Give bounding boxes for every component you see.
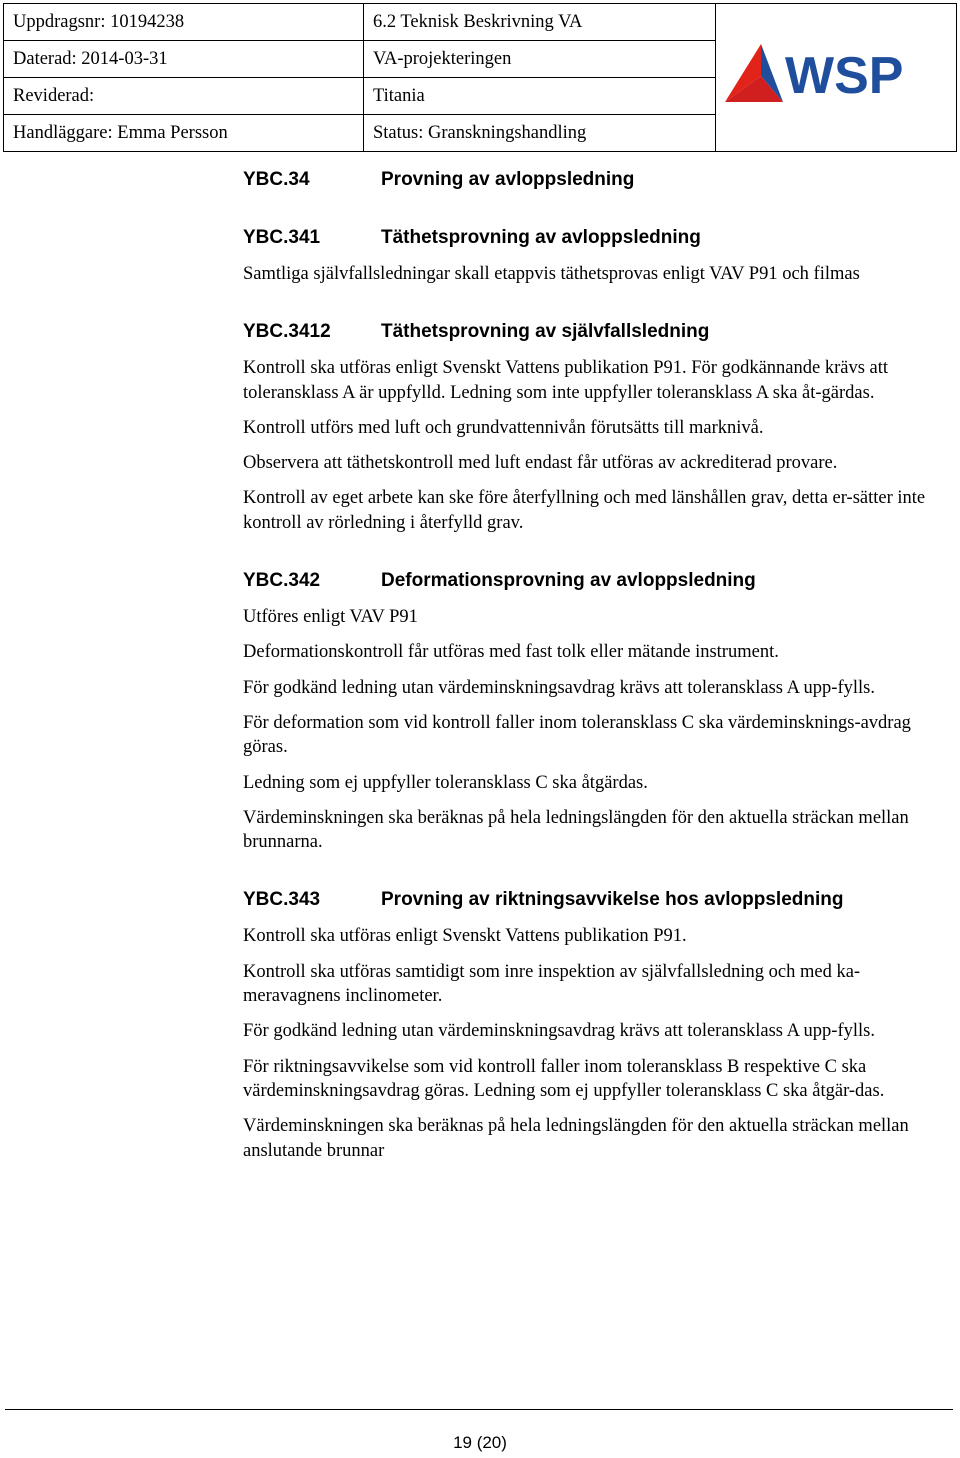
section-title: Deformationsprovning av avloppsledning — [381, 570, 756, 592]
page-number: 19 (20) — [453, 1433, 507, 1452]
wsp-logo-text: WSP — [785, 47, 904, 105]
header-document-title: 6.2 Teknisk Beskrivning VA — [364, 4, 716, 41]
paragraph: Ledning som ej uppfyller toleransklass C ska åtgärdas. — [243, 772, 648, 793]
section-number: YBC.3412 — [243, 321, 331, 343]
section-title: Täthetsprovning av avloppsledning — [381, 227, 701, 248]
paragraph: Deformationskontroll får utföras med fast tolk eller mätande instrument. — [243, 642, 779, 663]
paragraph: Observera att täthetskontroll med luft endast får utföras av ackrediterad provare. — [243, 453, 838, 474]
paragraph: Värdeminskningen ska beräknas på hela ledningslängden för den aktuella sträckan mellan brunnarna. — [243, 807, 909, 853]
paragraph: Kontroll ska utföras enligt Svenskt Vattens publikation P91. För godkännande krävs att toleransklass A är uppfylld. Ledning som inte uppfyller toleransklass A ska åt-gärdas. — [243, 358, 889, 403]
section-title: Provning av riktningsavvikelse hos avloppsledning — [381, 889, 844, 911]
section-heading-ybc34 — [243, 168, 955, 192]
paragraph: Kontroll ska utföras enligt Svenskt Vattens publikation P91. — [243, 926, 687, 947]
header-date: Daterad: 2014-03-31 — [4, 41, 364, 78]
section-heading-ybc343 — [243, 888, 955, 912]
paragraph: Kontroll utförs med luft och grundvattennivån förutsätts till marknivå. — [243, 417, 764, 438]
paragraph: Kontroll ska utföras samtidigt som inre inspektion av självfallsledning och med ka-meravagnens inclinometer. — [243, 961, 861, 1007]
section-title: Provning av avloppsledning — [381, 169, 635, 190]
header-status: Status: Granskningshandling — [364, 115, 716, 152]
section-number: YBC.342 — [243, 570, 321, 592]
header-handler: Handläggare: Emma Persson — [4, 115, 364, 152]
paragraph: Utföres enligt VAV P91 — [243, 607, 418, 628]
document-body — [243, 168, 955, 1163]
paragraph: Kontroll av eget arbete kan ske före återfyllning och med länshållen grav, detta er-sätter inte kontroll av rörledning i återfylld grav. — [243, 488, 926, 533]
paragraph: För deformation som vid kontroll faller inom toleransklass C ska värdeminsknings-avdrag göras. — [243, 712, 911, 758]
paragraph: För godkänd ledning utan värdeminskningsavdrag krävs att toleransklass A upp-fylls. — [243, 677, 875, 698]
wsp-logo — [721, 38, 921, 108]
paragraph: För riktningsavvikelse som vid kontroll faller inom toleransklass B respektive C ska värdeminskningsavdrag göras. Ledning som ej uppfyller toleransklass C ska åtgär-das. — [243, 1056, 885, 1101]
paragraph: Samtliga självfallsledningar skall etappvis täthetsprovas enligt VAV P91 och filmas — [243, 264, 860, 284]
header-revised: Reviderad: — [4, 78, 364, 115]
header-assignment-number: Uppdragsnr: 10194238 — [4, 4, 364, 41]
section-heading-ybc341 — [243, 226, 955, 250]
section-heading-ybc342 — [243, 569, 955, 593]
section-number: YBC.341 — [243, 227, 321, 248]
paragraph: Värdeminskningen ska beräknas på hela ledningslängden för den aktuella sträckan mellan anslutande brunnar — [243, 1116, 909, 1161]
section-title: Täthetsprovning av självfallsledning — [381, 321, 710, 343]
section-heading-ybc3412 — [243, 320, 955, 344]
section-number: YBC.34 — [243, 169, 310, 190]
paragraph: För godkänd ledning utan värdeminskningsavdrag krävs att toleransklass A upp-fylls. — [243, 1021, 875, 1042]
footer-divider — [5, 1409, 953, 1410]
header-location: Titania — [364, 78, 716, 115]
section-number: YBC.343 — [243, 889, 321, 911]
header-project: VA-projekteringen — [364, 41, 716, 78]
